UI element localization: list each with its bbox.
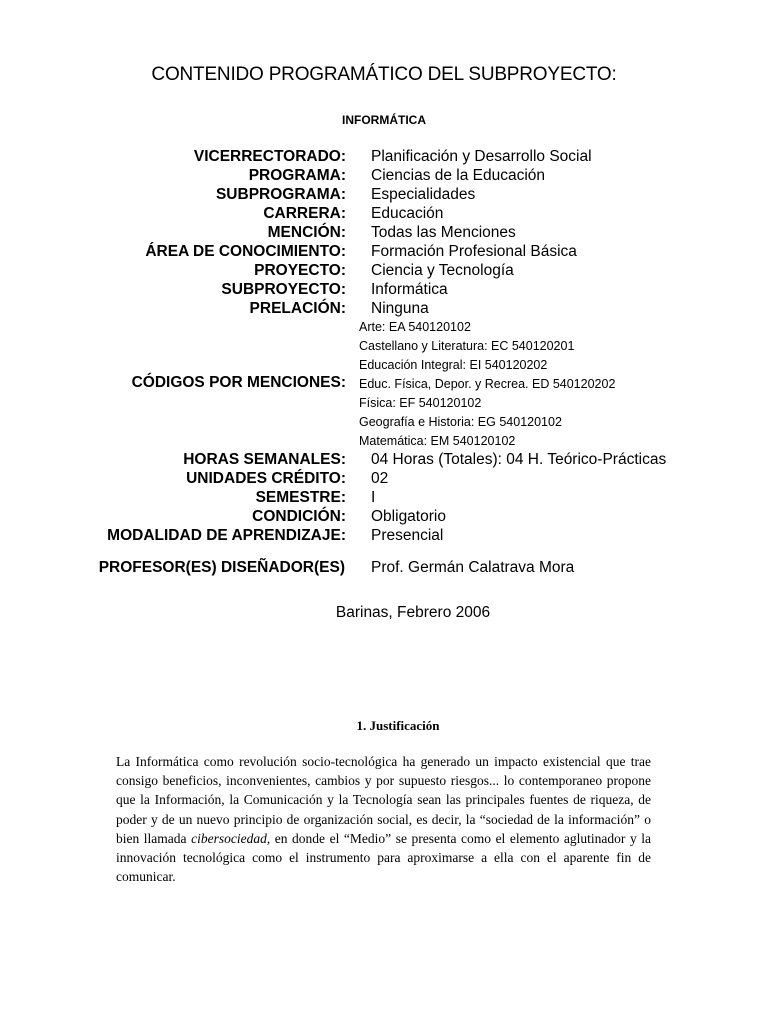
paragraph-text: La Informática como revolución socio-tecnológica ha generado un impacto existencial que trae consigo beneficios, inconvenientes, cambios y por supuesto riesgos... lo contemporaneo propone que la Información, la Comunicación y la Tecnología sean las principales fuentes de riqueza, de poder y de un nuevo principio de organización social, es decir, la “sociedad de la información” o bien llamada [116,754,651,846]
info-row-subprograma [0,185,768,204]
code-item: Geografía e Historia: EG 540120102 [359,415,562,429]
info-row-proyecto [0,261,768,280]
info-row-modalidad [0,526,768,545]
info-label: MODALIDAD DE APRENDIZAJE: [107,527,346,544]
info-row-horas [0,450,768,469]
place-date: Barinas, Febrero 2006 [335,604,491,621]
code-item: Educación Integral: EI 540120202 [359,358,548,372]
info-label: PRELACIÓN: [249,300,346,317]
section-paragraph [116,752,651,886]
info-label: SEMESTRE: [255,489,346,506]
info-value: Prof. Germán Calatrava Mora [371,559,575,576]
info-value: Formación Profesional Básica [371,243,577,260]
info-label: SUBPROYECTO: [221,281,346,298]
info-value: Ciencias de la Educación [371,167,546,184]
info-row-prelacion [0,299,768,318]
code-item: Arte: EA 540120102 [359,320,471,334]
info-label: SUBPROGRAMA: [215,186,346,203]
info-value: Planificación y Desarrollo Social [371,148,592,165]
section-heading: 1. Justificación [356,718,440,733]
codes-list [359,318,615,451]
codes-label: CÓDIGOS POR MENCIONES: [131,374,346,391]
info-label: PROYECTO: [254,262,346,279]
info-row-condicion [0,507,768,526]
info-label: HORAS SEMANALES: [183,451,346,468]
info-value: Ninguna [371,300,429,317]
info-value: 02 [371,470,389,487]
info-label: PROFESOR(ES) DISEÑADOR(ES) [98,559,345,576]
info-value: Especialidades [371,186,476,203]
info-label: CONDICIÓN: [252,508,346,525]
info-label: CARRERA: [263,205,346,222]
info-value: Obligatorio [371,508,446,525]
info-row-unidades [0,469,768,488]
info-label: PROGRAMA: [248,167,346,184]
info-row-vicerrectorado [0,147,768,166]
info-row-programa [0,166,768,185]
info-value: Ciencia y Tecnología [371,262,514,279]
code-item: Educ. Física, Depor. y Recrea. ED 540120202 [359,377,616,391]
info-row-mencion [0,223,768,242]
document-title: CONTENIDO PROGRAMÁTICO DEL SUBPROYECTO: [151,64,617,85]
info-row-carrera [0,204,768,223]
info-value: I [371,489,376,506]
info-row-area [0,242,768,261]
document-subtitle: INFORMÁTICA [342,113,426,127]
code-item: Matemática: EM 540120102 [359,434,516,448]
code-item: Castellano y Literatura: EC 540120201 [359,339,575,353]
paragraph-text: , en donde el “Medio” se presenta como el elemento aglutinador y la innovación tecnológica como el instrumento para aproximarse a ella con el aparente fin de comunicar. [116,830,651,885]
info-label: VICERRECTORADO: [193,148,346,165]
info-row-designer [0,558,768,577]
info-value: Presencial [371,527,444,544]
info-label: UNIDADES CRÉDITO: [186,470,346,487]
info-label: MENCIÓN: [267,224,346,241]
info-value: Todas las Menciones [371,224,516,241]
info-value: Informática [371,281,448,298]
paragraph-emphasis: cibersociedad [191,830,267,846]
info-row-semestre [0,488,768,507]
info-row-subproyecto [0,280,768,299]
info-value: 04 Horas (Totales): 04 H. Teórico-Prácticas [371,451,667,468]
info-value: Educación [371,205,444,222]
info-label: ÁREA DE CONOCIMIENTO: [145,243,346,260]
code-item: Física: EF 540120102 [359,396,482,410]
